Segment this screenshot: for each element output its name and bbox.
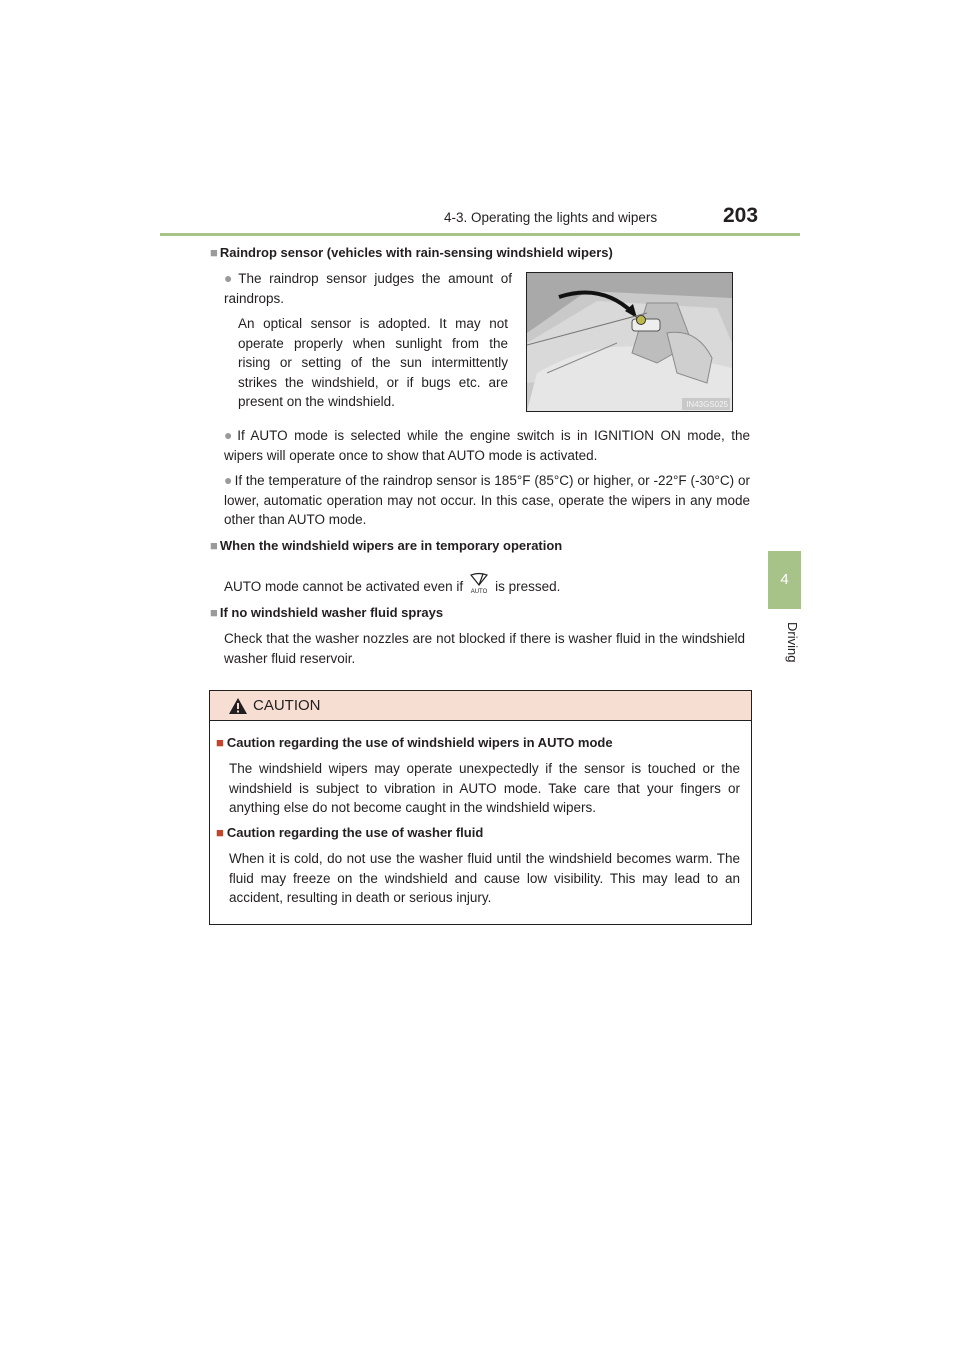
auto-label: AUTO [470, 589, 488, 594]
page-number: 203 [723, 204, 759, 227]
car-interior-image [527, 273, 732, 411]
square-bullet-icon: ■ [216, 735, 224, 750]
square-bullet-icon: ■ [210, 538, 218, 553]
chapter-label: Driving [785, 622, 800, 663]
caution-box [209, 690, 752, 925]
caution-title: CAUTION [253, 697, 321, 714]
raindrop-bullet-1-detail: An optical sensor is adopted. It may not operate properly when sunlight from the rising or setting of the sun intermittently strikes the windshield, or if bugs etc. are present on the windshield. [238, 316, 508, 409]
warning-triangle-icon [228, 697, 248, 715]
windshield-illustration [526, 272, 733, 412]
washer-heading: ■ If no windshield washer fluid sprays [210, 605, 444, 620]
chapter-tab[interactable]: 4 [768, 551, 801, 609]
caution-item-1-heading: ■ Caution regarding the use of windshield wipers in AUTO mode [216, 735, 613, 750]
image-code: IN43GS025 [686, 400, 728, 409]
header-divider [160, 233, 800, 236]
washer-text: Check that the washer nozzles are not blocked if there is washer fluid in the windshield washer fluid reservoir. [224, 631, 745, 666]
temporary-text: AUTO mode cannot be activated even if AUTO is pressed. [224, 572, 750, 600]
caution-header [210, 691, 751, 721]
circle-bullet-icon: ● [224, 270, 237, 286]
wiper-auto-icon [467, 572, 491, 600]
raindrop-heading: ■ Raindrop sensor (vehicles with rain-sensing windshield wipers) [210, 245, 613, 260]
square-bullet-icon: ■ [216, 825, 224, 840]
caution-item-2-text: When it is cold, do not use the washer fluid until the windshield becomes warm. The fluid may freeze on the windshield and cause low visibility. This may lead to an accident, resulting in death or serious injury. [229, 851, 740, 905]
temporary-heading: ■ When the windshield wipers are in temporary operation [210, 538, 563, 553]
raindrop-bullet-3: ● If the temperature of the raindrop sensor is 185°F (85°C) or higher, or -22°F (-30°C) or lower, automatic operation may not occur. In this case, operate the wipers in any mode other than AUTO mode. [224, 472, 750, 527]
caution-item-2-heading: ■ Caution regarding the use of washer fluid [216, 825, 484, 840]
circle-bullet-icon: ● [224, 472, 233, 488]
circle-bullet-icon: ● [224, 427, 236, 443]
raindrop-bullet-1: ● The raindrop sensor judges the amount of raindrops. [224, 270, 512, 306]
square-bullet-icon: ■ [210, 245, 218, 260]
caution-item-1-text: The windshield wipers may operate unexpectedly if the sensor is touched or the windshield is subject to vibration in AUTO mode. Take care that your fingers or anything else do not become caught in the windshield wipers. [229, 761, 740, 815]
raindrop-bullet-2: ● If AUTO mode is selected while the engine switch is in IGNITION ON mode, the wipers will operate once to show that AUTO mode is activated. [224, 427, 750, 463]
square-bullet-icon: ■ [210, 605, 218, 620]
section-title: 4-3. Operating the lights and wipers [444, 210, 658, 225]
